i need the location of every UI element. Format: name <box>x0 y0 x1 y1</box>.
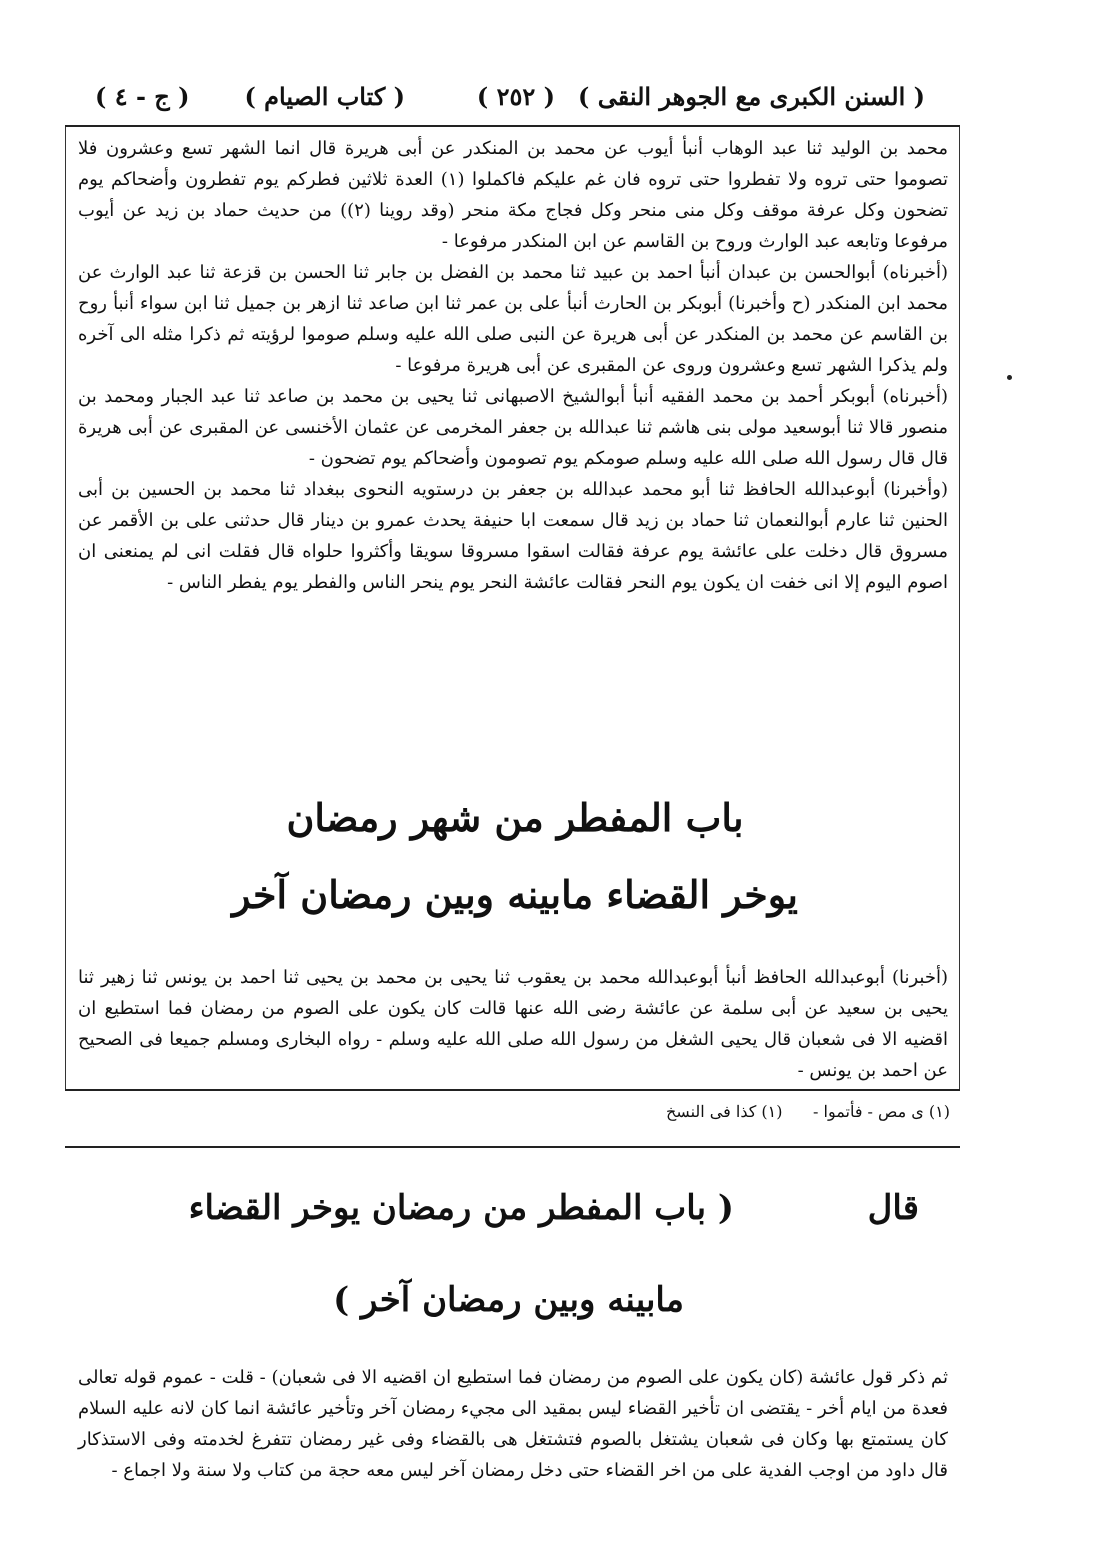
paragraph: (أخبرنا) أبوعبدالله الحافظ أنبأ أبوعبدالله محمد بن يعقوب ثنا يحيى بن محمد بن يحيى ثنا احمد بن يونس ثنا زهير ثنا يحيى بن سعيد عن أبى سلمة عن عائشة رضى الله عنها قالت كان يكون على الصوم من رمضان فما استطيع ان اقضيه الا فى شعبان قال يحيى الشغل من رسول الله صلى الله عليه وسلم - رواه البخارى ومسلم جميعا فى الصحيح عن احمد بن يونس - <box>78 967 948 1081</box>
paragraph: ثم ذكر قول عائشة (كان يكون على الصوم من رمضان فما استطيع ان اقضيه الا فى شعبان) - قلت - عموم قوله تعالى فعدة من ايام أخر - يقتضى ان تأخير القضاء ليس بمقيد الى مجيء رمضان آخر وتأخير عائشة انما كان لانه عليه السلام كان يستمتع بها وكان فى شعبان يشتغل بالصوم فتشتغل هى بالقضاء وفى غير رمضان تتفرغ لخدمته وفى الاستذكار قال داود من اوجب الفدية على من اخر القضاء حتى دخل رمضان آخر ليس معه حجة من كتاب ولا سنة ولا اجماع - <box>78 1367 948 1481</box>
header-title: ( السنن الكبرى مع الجوهر النقى ) <box>577 82 925 111</box>
footnote-rule <box>65 1089 960 1091</box>
footnotes <box>80 1102 950 1121</box>
main-text <box>78 133 948 598</box>
left-border <box>65 127 66 1090</box>
footnote-2: (١) كذا فى النسخ <box>665 1102 783 1121</box>
footnote-1: (١) ى مص - فأتموا - <box>813 1102 950 1121</box>
commentary-text <box>78 1362 948 1486</box>
paragraph: (أخبرناه) أبوبكر أحمد بن محمد الفقيه أنبأ أبوالشيخ الاصبهانى ثنا يحيى بن محمد بن صاعد ثنا عبد الجبار ومحمد بن منصور قالا ثنا أبوسعيد مولى بنى هاشم ثنا عبدالله بن جعفر المخرمى عن عثمان الأخنسى عن المقبرى عن أبى هريرة قال قال رسول الله صلى الله عليه وسلم صومكم يوم تصومون وأضحاكم يوم تضحون - <box>78 386 948 469</box>
chapter-heading-line1: باب المفطر من شهر رمضان <box>286 795 744 840</box>
commentary-rule <box>65 1146 960 1148</box>
paragraph: محمد بن الوليد ثنا عبد الوهاب أنبأ أيوب عن محمد بن المنكدر عن أبى هريرة قال انما الشهر تسع وعشرون فلا تصوموا حتى تروه ولا تفطروا حتى تروه فان غم عليكم فاكملوا (١) العدة ثلاثين فطركم يوم تفطرون وأضحاكم يوم تضحون وكل عرفة موقف وكل منى منحر وكل فجاج مكة منحر (وقد روينا (٢)) من حديث حماد بن زيد عن أيوب مرفوعا وتابعه عبد الوارث وروح بن القاسم عن ابن المنكدر مرفوعا - <box>78 138 948 252</box>
commentary-heading-line1: ( باب المفطر من رمضان يوخر القضاء <box>188 1188 734 1228</box>
volume-number: ( ج - ٤ ) <box>95 82 190 111</box>
margin-mark <box>1007 375 1012 380</box>
page-number: ( ٢٥٢ ) <box>476 82 555 111</box>
right-border <box>959 127 960 1090</box>
book-title: ( كتاب الصيام ) <box>244 82 405 111</box>
chapter-text <box>78 962 948 1086</box>
paragraph: (أخبرناه) أبوالحسن بن عبدان أنبأ احمد بن عبيد ثنا محمد بن الفضل بن جابر ثنا الحسن بن قزعة ثنا عبد الوارث عن محمد ابن المنكدر (ح وأخبرنا) أبوبكر بن الحارث أنبأ على بن عمر ثنا ابن صاعد ثنا ازهر بن جميل ثنا ابن سواء أنبأ روح بن القاسم عن محمد بن المنكدر عن أبى هريرة عن النبى صلى الله عليه وسلم صوموا لرؤيته ثم ذكرا مثله الى آخره ولم يذكرا الشهر تسع وعشرون وروى عن المقبرى عن أبى هريرة مرفوعا - <box>78 262 948 376</box>
header-rule <box>65 125 960 127</box>
commentary-qala: قال <box>867 1188 919 1228</box>
commentary-heading-line2: مابينه وبين رمضان آخر ) <box>333 1280 684 1320</box>
page-header <box>95 78 925 118</box>
chapter-heading-line2: يوخر القضاء مابينه وبين رمضان آخر <box>232 872 798 917</box>
paragraph: (وأخبرنا) أبوعبدالله الحافظ ثنا أبو محمد عبدالله بن جعفر بن درستويه النحوى ببغداد ثنا محمد بن الحسين بن أبى الحنين ثنا عارم أبوالنعمان ثنا حماد بن زيد قال سمعت ابا حنيفة يحدث عمرو بن دينار قال حدثنى على بن الأقمر عن مسروق قال دخلت على عائشة يوم عرفة فقالت اسقوا مسروقا سويقا وأكثروا حلواه قال فقلت انى لم يمنعنى ان اصوم اليوم إلا انى خفت ان يكون يوم النحر فقالت عائشة النحر يوم ينحر الناس والفطر يوم يفطر الناس - <box>78 479 948 593</box>
